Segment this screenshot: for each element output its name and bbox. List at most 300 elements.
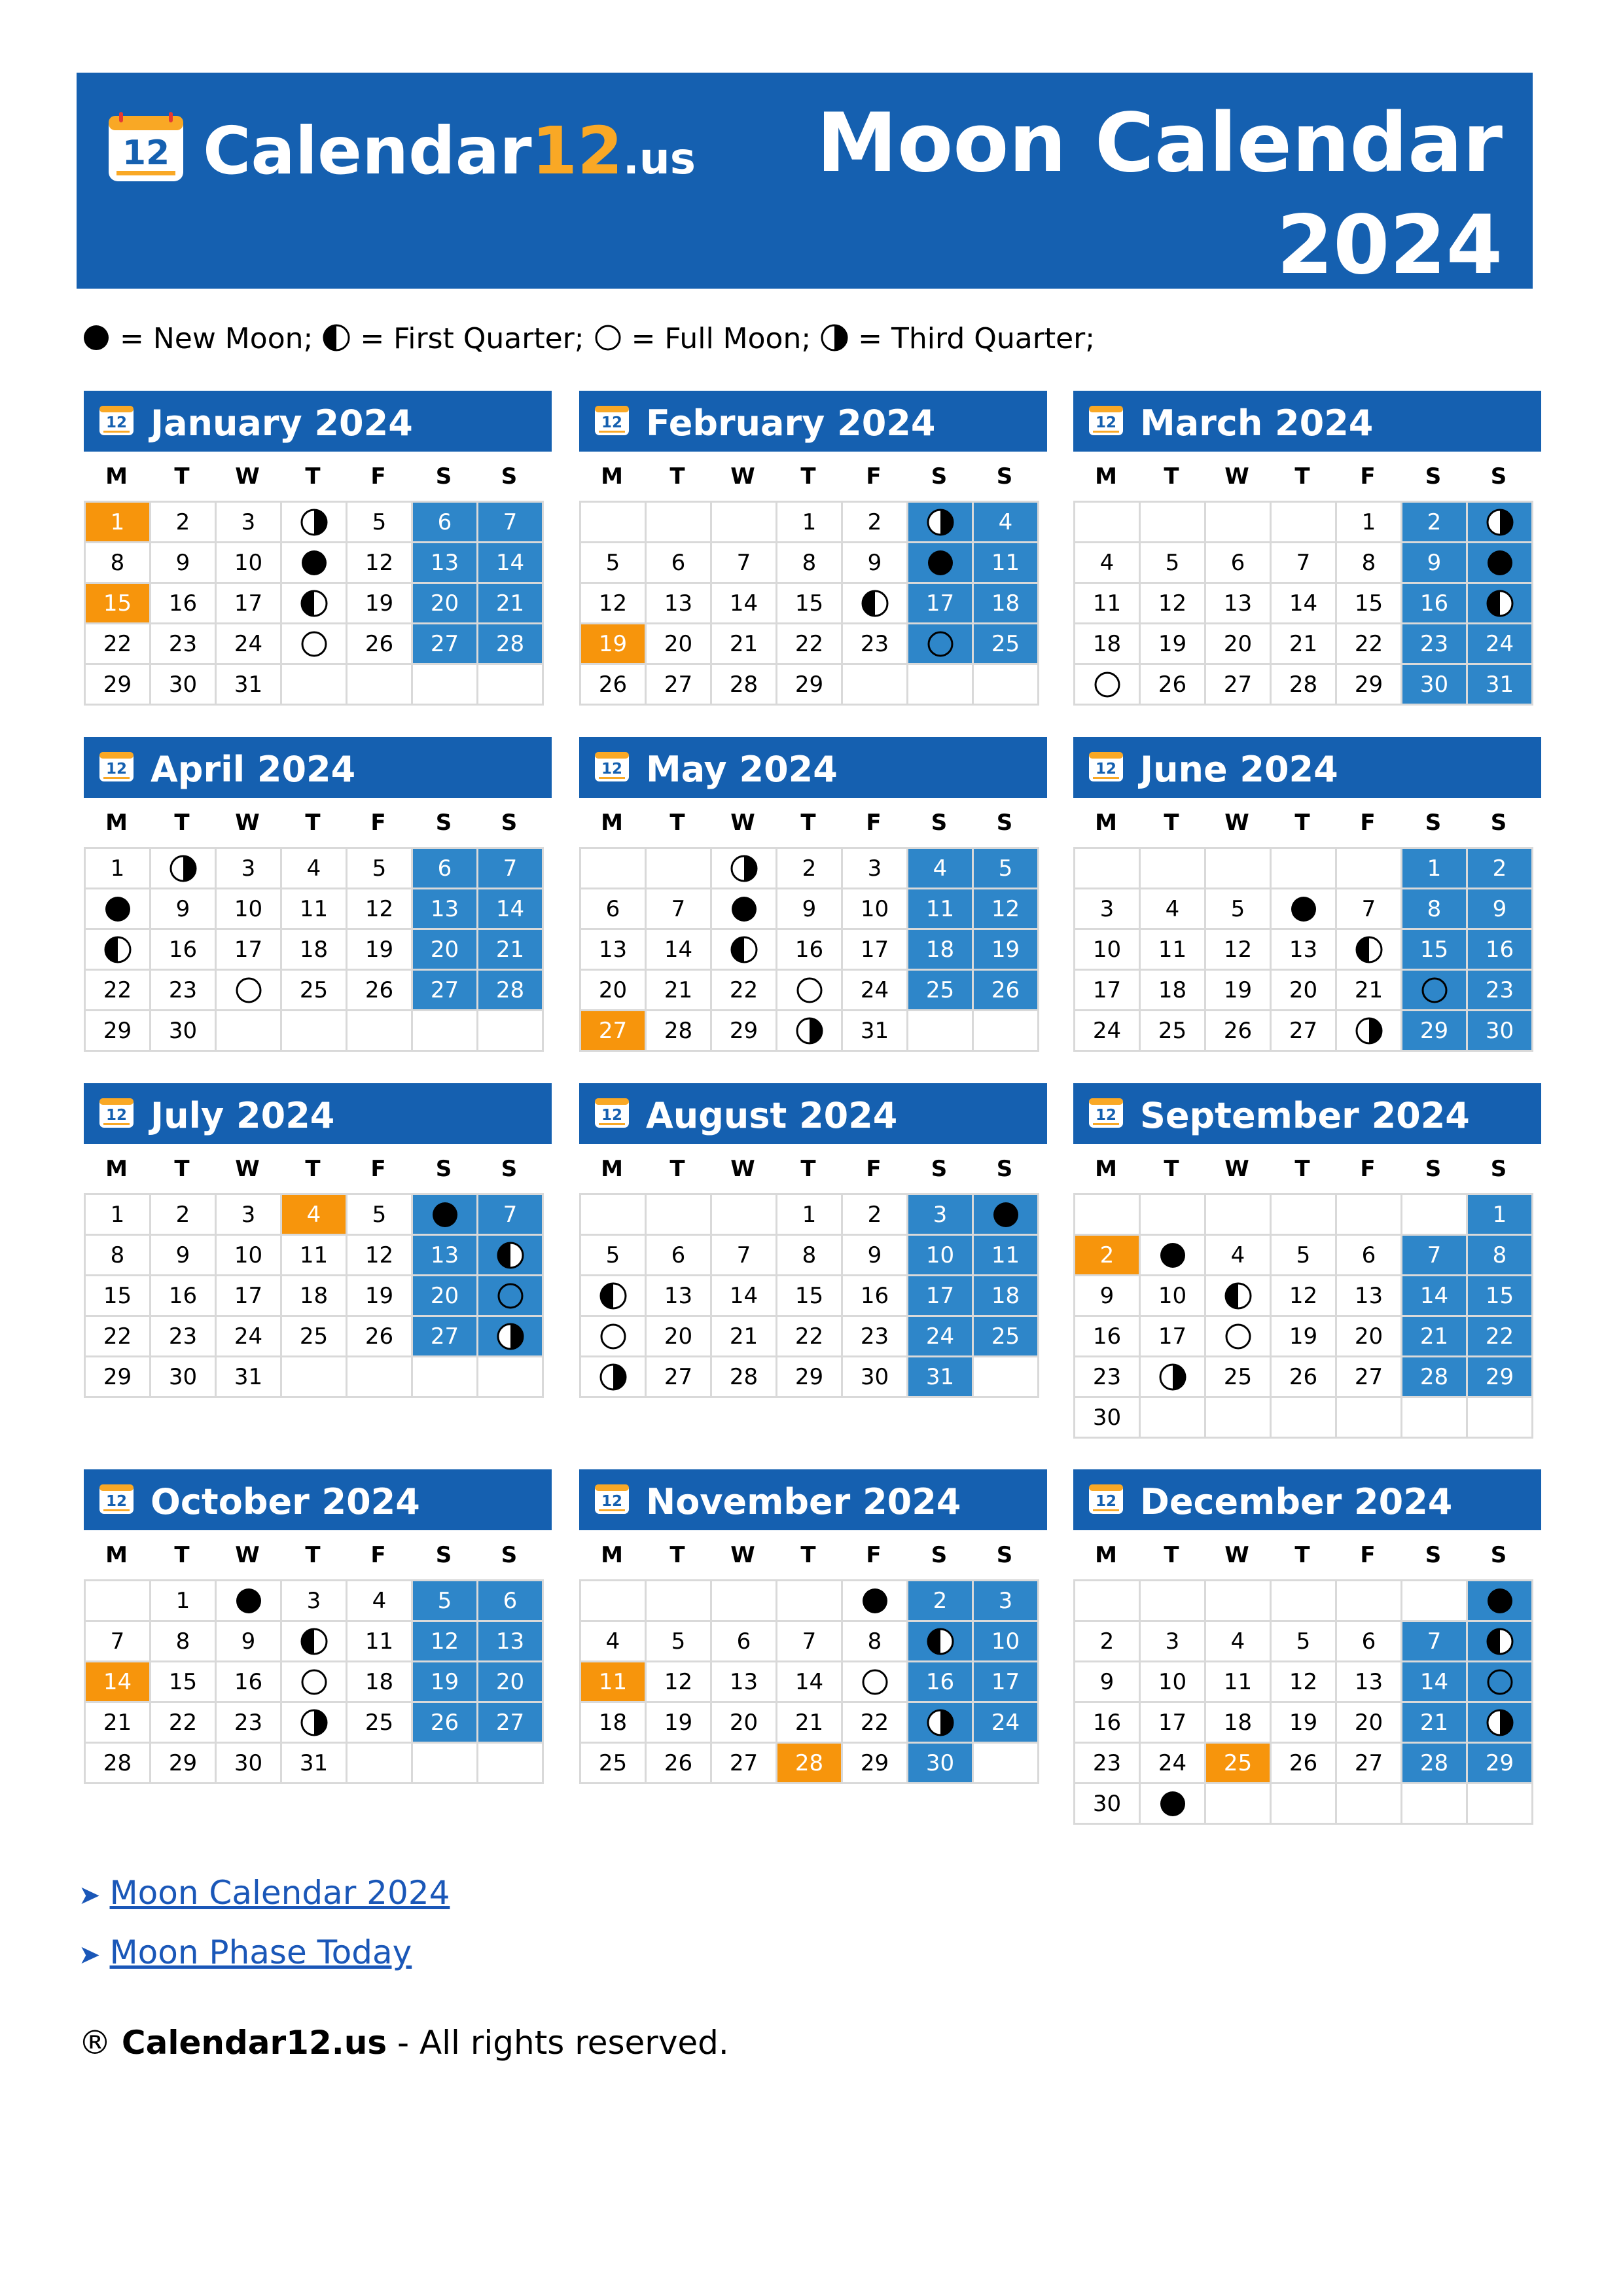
weekday-label: F: [370, 1155, 386, 1182]
day-cell: 12: [1206, 930, 1272, 971]
day-cell: 10: [843, 889, 908, 930]
empty-day-cell: [86, 1581, 151, 1622]
month-calendar: [579, 1469, 1047, 1784]
day-cell: 20: [413, 930, 478, 971]
weekday-label: T: [800, 1541, 816, 1568]
link-moon-phase-today[interactable]: ➤ Moon Phase Today: [79, 1933, 412, 1971]
day-cell: 4: [348, 1581, 413, 1622]
day-cell: 18: [282, 1276, 348, 1317]
day-cell: 10: [217, 543, 282, 584]
weekday-label: T: [1164, 809, 1179, 836]
day-cell: 7: [1402, 1622, 1468, 1662]
day-cell: 21: [478, 930, 544, 971]
new-moon-icon: [1158, 1241, 1187, 1270]
day-grid: [579, 847, 1039, 1052]
full-moon-icon: [795, 976, 824, 1005]
logo-number: 12: [122, 134, 170, 173]
weekday-label: S: [996, 1541, 1013, 1568]
day-cell: 23: [151, 971, 217, 1011]
day-cell: [1468, 1662, 1533, 1703]
day-cell: 23: [151, 624, 217, 665]
empty-day-cell: [413, 1357, 478, 1398]
day-cell: 8: [843, 1622, 908, 1662]
weekday-label: S: [996, 809, 1013, 836]
day-cell: 27: [413, 971, 478, 1011]
empty-day-cell: [1075, 503, 1141, 543]
month-header: [579, 1083, 1047, 1144]
day-cell: [908, 503, 974, 543]
full-moon-icon: [1224, 1322, 1253, 1351]
calendar-icon: [1088, 749, 1124, 783]
day-cell: 2: [151, 1195, 217, 1236]
new-moon-icon: [1486, 1587, 1514, 1615]
day-cell: 26: [974, 971, 1039, 1011]
empty-day-cell: [348, 1357, 413, 1398]
day-cell: 17: [974, 1662, 1039, 1703]
day-cell: [1468, 503, 1533, 543]
full-moon-icon: [1093, 670, 1122, 699]
day-cell: 25: [974, 1317, 1039, 1357]
day-cell: 1: [86, 849, 151, 889]
full-moon-icon: [599, 1322, 628, 1351]
empty-day-cell: [413, 1011, 478, 1052]
empty-day-cell: [1337, 1784, 1402, 1825]
day-cell: 23: [1075, 1357, 1141, 1398]
day-cell: 3: [217, 1195, 282, 1236]
first-quarter-icon: [599, 1282, 628, 1310]
calendar-icon-number: 12: [601, 1107, 623, 1124]
third-quarter-icon: [1486, 508, 1514, 537]
empty-day-cell: [1337, 849, 1402, 889]
weekday-label: T: [800, 1155, 816, 1182]
weekday-label: F: [866, 1541, 882, 1568]
day-cell: 27: [1337, 1357, 1402, 1398]
empty-day-cell: [1272, 1398, 1337, 1439]
first-quarter-icon: [1486, 589, 1514, 618]
day-cell: 11: [1206, 1662, 1272, 1703]
day-cell: 24: [1075, 1011, 1141, 1052]
day-cell: 3: [1141, 1622, 1206, 1662]
day-cell: [1402, 971, 1468, 1011]
day-cell: [908, 1622, 974, 1662]
day-cell: 2: [1075, 1236, 1141, 1276]
calendar-icon-number: 12: [1095, 1493, 1117, 1510]
day-cell: 6: [413, 849, 478, 889]
day-cell: 18: [1206, 1703, 1272, 1744]
day-cell: 25: [348, 1703, 413, 1744]
day-cell: [1468, 1703, 1533, 1744]
month-header: [1073, 737, 1541, 798]
day-cell: 27: [478, 1703, 544, 1744]
day-cell: 28: [478, 971, 544, 1011]
day-cell: 23: [843, 1317, 908, 1357]
day-cell: 26: [1206, 1011, 1272, 1052]
day-cell: 1: [777, 1195, 843, 1236]
day-cell: 1: [86, 503, 151, 543]
day-cell: 12: [348, 1236, 413, 1276]
day-cell: [843, 1581, 908, 1622]
day-cell: 11: [282, 889, 348, 930]
day-cell: 15: [86, 1276, 151, 1317]
empty-day-cell: [974, 1011, 1039, 1052]
full-moon-icon: [926, 630, 955, 658]
month-title: February 2024: [646, 403, 936, 444]
new-moon-icon: [431, 1200, 459, 1229]
day-cell: 12: [413, 1622, 478, 1662]
day-cell: 24: [217, 624, 282, 665]
day-cell: 16: [1075, 1703, 1141, 1744]
weekday-label: F: [866, 1155, 882, 1182]
day-cell: 9: [151, 889, 217, 930]
day-cell: 3: [1075, 889, 1141, 930]
empty-day-cell: [1141, 1398, 1206, 1439]
day-cell: 25: [1141, 1011, 1206, 1052]
day-cell: 6: [647, 1236, 712, 1276]
day-cell: 30: [1402, 665, 1468, 706]
calendar-icon: [98, 1095, 135, 1129]
new-moon-icon: [730, 895, 758, 924]
day-grid: [84, 847, 544, 1052]
weekday-label: S: [1490, 809, 1507, 836]
weekday-label: T: [174, 809, 190, 836]
calendar-icon-number: 12: [1095, 414, 1117, 431]
day-cell: 21: [478, 584, 544, 624]
day-cell: 26: [348, 971, 413, 1011]
day-cell: 25: [974, 624, 1039, 665]
day-cell: 10: [908, 1236, 974, 1276]
month-calendar: [1073, 1469, 1541, 1825]
header-banner: [77, 73, 1533, 293]
day-cell: 12: [1272, 1276, 1337, 1317]
day-cell: 11: [974, 543, 1039, 584]
third-quarter-icon: [300, 1708, 329, 1737]
weekday-label: S: [1490, 463, 1507, 490]
weekday-label: T: [1294, 1155, 1310, 1182]
day-cell: 21: [712, 624, 777, 665]
weekday-label: M: [1095, 463, 1117, 490]
month-title: November 2024: [646, 1481, 961, 1522]
full-moon-icon: [234, 976, 263, 1005]
calendar-icon: [98, 749, 135, 783]
day-cell: 15: [777, 584, 843, 624]
day-cell: 29: [777, 1357, 843, 1398]
day-cell: 17: [1075, 971, 1141, 1011]
registered-symbol: ®: [79, 2024, 111, 2062]
calendar-icon: [594, 749, 630, 783]
empty-day-cell: [1337, 1195, 1402, 1236]
day-cell: 25: [1206, 1744, 1272, 1784]
site-logo[interactable]: [203, 112, 696, 198]
weekday-label: T: [669, 463, 685, 490]
day-cell: 10: [217, 1236, 282, 1276]
day-cell: 28: [712, 1357, 777, 1398]
day-cell: [282, 624, 348, 665]
day-cell: 8: [1468, 1236, 1533, 1276]
month-header: [1073, 391, 1541, 452]
month-title: July 2024: [151, 1095, 335, 1136]
day-cell: 10: [217, 889, 282, 930]
empty-day-cell: [282, 1357, 348, 1398]
day-cell: [1337, 1011, 1402, 1052]
day-cell: 19: [581, 624, 647, 665]
day-cell: [151, 849, 217, 889]
day-cell: 26: [647, 1744, 712, 1784]
day-cell: 26: [348, 1317, 413, 1357]
day-cell: 11: [974, 1236, 1039, 1276]
empty-day-cell: [1075, 1581, 1141, 1622]
day-cell: 14: [777, 1662, 843, 1703]
day-cell: 20: [413, 584, 478, 624]
empty-day-cell: [581, 1581, 647, 1622]
day-cell: 8: [86, 543, 151, 584]
first-quarter-icon: [861, 589, 889, 618]
weekday-label: W: [1224, 809, 1249, 836]
empty-day-cell: [843, 665, 908, 706]
day-cell: 8: [151, 1622, 217, 1662]
day-cell: 5: [581, 543, 647, 584]
day-cell: 11: [282, 1236, 348, 1276]
calendar-icon: [98, 1481, 135, 1515]
day-cell: 16: [151, 930, 217, 971]
day-cell: 30: [151, 1011, 217, 1052]
new-moon-icon: [1158, 1789, 1187, 1818]
day-cell: 22: [86, 971, 151, 1011]
day-cell: 14: [478, 889, 544, 930]
day-cell: 28: [478, 624, 544, 665]
day-cell: 29: [151, 1744, 217, 1784]
month-calendar: [1073, 1083, 1541, 1439]
weekday-label: W: [235, 1155, 260, 1182]
legend-first-quarter: = First Quarter;: [360, 322, 584, 355]
day-cell: 20: [1337, 1317, 1402, 1357]
day-cell: 11: [1075, 584, 1141, 624]
day-grid: [84, 501, 544, 706]
day-cell: 25: [581, 1744, 647, 1784]
empty-day-cell: [581, 849, 647, 889]
logo-tld: .us: [622, 134, 696, 184]
day-cell: 30: [1075, 1398, 1141, 1439]
day-cell: 17: [1141, 1703, 1206, 1744]
day-cell: 30: [151, 665, 217, 706]
day-cell: 9: [1468, 889, 1533, 930]
day-cell: [1206, 1276, 1272, 1317]
day-grid: [84, 1579, 544, 1784]
empty-day-cell: [1141, 503, 1206, 543]
day-cell: 12: [581, 584, 647, 624]
day-cell: 5: [348, 849, 413, 889]
weekday-label: S: [501, 809, 518, 836]
day-cell: 8: [777, 1236, 843, 1276]
new-moon-icon: [861, 1587, 889, 1615]
day-cell: 22: [151, 1703, 217, 1744]
empty-day-cell: [348, 665, 413, 706]
first-quarter-icon: [926, 1627, 955, 1656]
day-cell: 28: [1402, 1744, 1468, 1784]
month-header: [84, 737, 552, 798]
day-cell: 15: [1468, 1276, 1533, 1317]
third-quarter-icon: [300, 508, 329, 537]
weekday-label: S: [435, 1541, 452, 1568]
day-cell: 19: [413, 1662, 478, 1703]
day-cell: 20: [647, 624, 712, 665]
day-cell: 3: [908, 1195, 974, 1236]
day-cell: 21: [86, 1703, 151, 1744]
empty-day-cell: [1337, 1581, 1402, 1622]
day-cell: [282, 503, 348, 543]
day-cell: 18: [1075, 624, 1141, 665]
empty-day-cell: [1141, 1581, 1206, 1622]
empty-day-cell: [1206, 849, 1272, 889]
day-cell: 2: [843, 1195, 908, 1236]
first-quarter-icon: [322, 323, 351, 352]
day-cell: 16: [908, 1662, 974, 1703]
day-cell: [282, 543, 348, 584]
full-moon-icon: [594, 323, 622, 352]
day-cell: 22: [712, 971, 777, 1011]
empty-day-cell: [1337, 1398, 1402, 1439]
day-cell: 31: [217, 665, 282, 706]
day-cell: 5: [1141, 543, 1206, 584]
day-cell: 3: [217, 849, 282, 889]
day-cell: 13: [1272, 930, 1337, 971]
day-cell: [581, 1357, 647, 1398]
day-cell: 14: [1402, 1276, 1468, 1317]
weekday-label: S: [501, 1155, 518, 1182]
calendar-icon: [594, 1481, 630, 1515]
weekday-label: S: [1425, 809, 1442, 836]
day-cell: 28: [86, 1744, 151, 1784]
month-header: [84, 391, 552, 452]
month-calendar: [1073, 391, 1541, 706]
day-cell: 22: [1337, 624, 1402, 665]
day-cell: 26: [1141, 665, 1206, 706]
footer-rights: - All rights reserved.: [387, 2024, 729, 2062]
day-cell: 16: [1468, 930, 1533, 971]
empty-day-cell: [647, 1195, 712, 1236]
legend-third-quarter: = Third Quarter;: [858, 322, 1096, 355]
weekday-label: W: [730, 463, 755, 490]
weekday-label: M: [601, 1155, 623, 1182]
day-cell: 4: [1206, 1622, 1272, 1662]
day-cell: 20: [1337, 1703, 1402, 1744]
day-cell: [1141, 1357, 1206, 1398]
day-cell: 31: [908, 1357, 974, 1398]
day-cell: 24: [1468, 624, 1533, 665]
day-cell: 24: [908, 1317, 974, 1357]
day-cell: 24: [974, 1703, 1039, 1744]
weekday-label: T: [1164, 463, 1179, 490]
day-cell: 19: [647, 1703, 712, 1744]
day-cell: 1: [151, 1581, 217, 1622]
day-cell: 30: [908, 1744, 974, 1784]
weekday-header: [1073, 452, 1541, 501]
day-grid: [579, 1579, 1039, 1784]
day-cell: 28: [777, 1744, 843, 1784]
empty-day-cell: [647, 849, 712, 889]
moon-phase-legend: [82, 319, 1095, 359]
month-calendar: [84, 737, 552, 1052]
day-cell: 30: [151, 1357, 217, 1398]
empty-day-cell: [478, 1744, 544, 1784]
day-cell: 17: [908, 584, 974, 624]
day-cell: 17: [1141, 1317, 1206, 1357]
day-cell: 14: [712, 1276, 777, 1317]
weekday-header: [1073, 1530, 1541, 1579]
empty-day-cell: [1468, 1784, 1533, 1825]
day-cell: 4: [974, 503, 1039, 543]
first-quarter-icon: [103, 935, 132, 964]
month-title: March 2024: [1140, 403, 1374, 444]
weekday-label: W: [235, 809, 260, 836]
empty-day-cell: [581, 503, 647, 543]
day-cell: 5: [647, 1622, 712, 1662]
weekday-label: T: [1164, 1155, 1179, 1182]
day-cell: 18: [282, 930, 348, 971]
empty-day-cell: [348, 1744, 413, 1784]
day-cell: 28: [712, 665, 777, 706]
calendar-icon: [594, 403, 630, 437]
day-cell: 27: [1337, 1744, 1402, 1784]
day-cell: [777, 971, 843, 1011]
day-cell: 29: [843, 1744, 908, 1784]
day-cell: 22: [86, 624, 151, 665]
day-cell: 6: [712, 1622, 777, 1662]
day-cell: 6: [1337, 1236, 1402, 1276]
day-cell: 5: [581, 1236, 647, 1276]
month-header: [1073, 1469, 1541, 1530]
empty-day-cell: [478, 1357, 544, 1398]
day-cell: 17: [217, 584, 282, 624]
day-cell: 16: [843, 1276, 908, 1317]
day-cell: [1337, 930, 1402, 971]
weekday-header: [579, 798, 1047, 847]
day-cell: 29: [1337, 665, 1402, 706]
day-cell: 22: [777, 624, 843, 665]
day-cell: 17: [908, 1276, 974, 1317]
weekday-label: F: [1360, 1541, 1376, 1568]
empty-day-cell: [712, 1195, 777, 1236]
day-cell: 28: [1272, 665, 1337, 706]
month-title: January 2024: [151, 403, 413, 444]
calendar-icon-number: 12: [1095, 1107, 1117, 1124]
day-cell: [777, 1011, 843, 1052]
day-cell: 12: [1272, 1662, 1337, 1703]
day-cell: 23: [217, 1703, 282, 1744]
day-cell: [86, 889, 151, 930]
day-cell: 3: [217, 503, 282, 543]
day-cell: 20: [478, 1662, 544, 1703]
day-cell: 11: [1141, 930, 1206, 971]
day-cell: 6: [1337, 1622, 1402, 1662]
day-grid: [1073, 501, 1533, 706]
day-cell: 13: [647, 584, 712, 624]
weekday-label: T: [305, 1155, 321, 1182]
day-cell: 18: [974, 584, 1039, 624]
empty-day-cell: [1141, 849, 1206, 889]
third-quarter-icon: [599, 1363, 628, 1391]
day-cell: 26: [1272, 1357, 1337, 1398]
day-cell: 12: [348, 543, 413, 584]
month-header: [579, 737, 1047, 798]
day-cell: 21: [1337, 971, 1402, 1011]
day-grid: [1073, 847, 1533, 1052]
weekday-header: [579, 1144, 1047, 1193]
weekday-label: S: [996, 463, 1013, 490]
link-moon-calendar[interactable]: ➤ Moon Calendar 2024: [79, 1874, 450, 1912]
weekday-label: F: [866, 809, 882, 836]
day-cell: [712, 889, 777, 930]
day-cell: 16: [777, 930, 843, 971]
